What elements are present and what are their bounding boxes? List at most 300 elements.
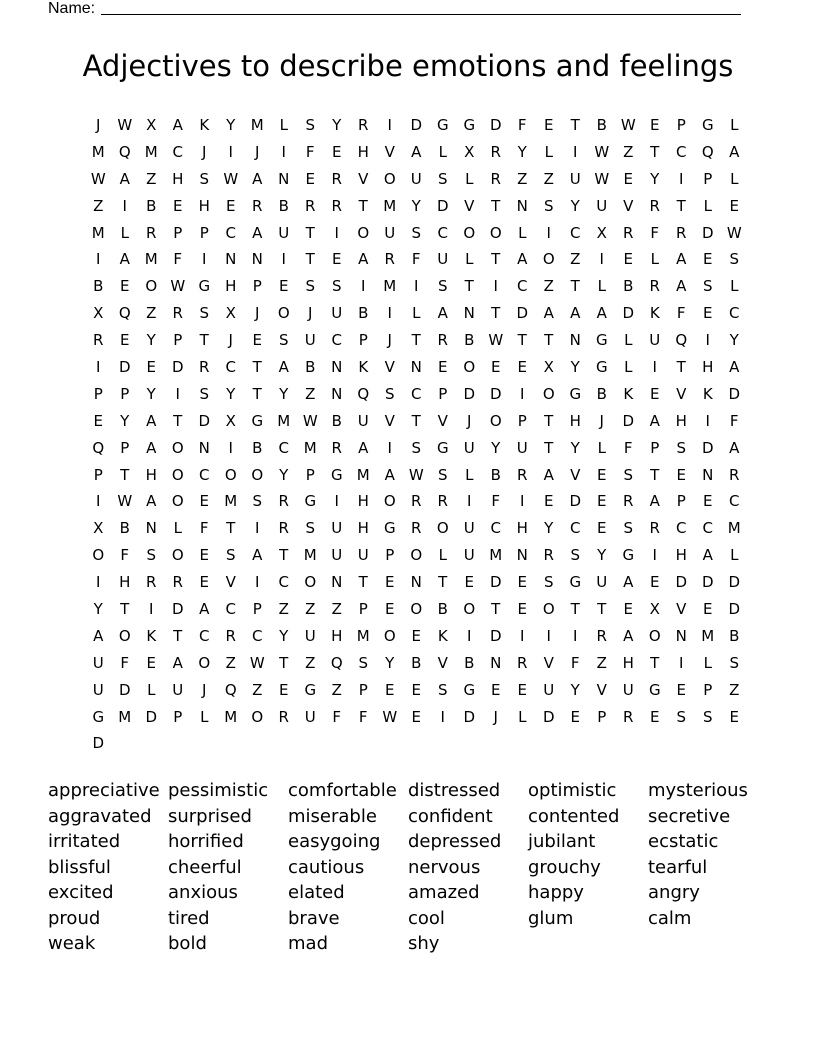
grid-letter: E bbox=[676, 465, 686, 484]
grid-letter: R bbox=[729, 465, 740, 484]
grid-letter: N bbox=[198, 438, 210, 457]
grid-letter: M bbox=[144, 142, 158, 161]
grid-letter: D bbox=[728, 600, 741, 619]
grid-letter: S bbox=[305, 277, 316, 296]
grid-letter: L bbox=[730, 169, 739, 188]
grid-letter: T bbox=[650, 653, 660, 672]
grid-letter: R bbox=[411, 519, 422, 538]
grid-letter: A bbox=[358, 438, 369, 457]
grid-letter: Q bbox=[118, 304, 131, 323]
grid-letter: O bbox=[410, 546, 423, 565]
grid-letter: S bbox=[623, 519, 634, 538]
grid-letter: Q bbox=[224, 680, 237, 699]
grid-letter: E bbox=[703, 492, 713, 511]
grid-letter: P bbox=[676, 492, 686, 511]
grid-letter: U bbox=[516, 438, 528, 457]
word-list-item: irritated bbox=[48, 831, 121, 852]
grid-letter: B bbox=[596, 384, 607, 403]
grid-letter: Q bbox=[92, 438, 105, 457]
grid-letter: B bbox=[305, 358, 316, 377]
grid-letter: A bbox=[411, 142, 422, 161]
grid-letter: I bbox=[599, 250, 604, 269]
grid-letter: B bbox=[411, 653, 422, 672]
grid-letter: A bbox=[649, 492, 660, 511]
grid-letter: D bbox=[622, 304, 635, 323]
grid-letter: E bbox=[623, 250, 633, 269]
grid-letter: V bbox=[464, 196, 475, 215]
grid-letter: M bbox=[383, 196, 397, 215]
grid-letter: I bbox=[652, 358, 657, 377]
grid-letter: N bbox=[278, 169, 290, 188]
grid-letter: X bbox=[93, 519, 104, 538]
word-list-item: aggravated bbox=[48, 805, 152, 827]
grid-letter: D bbox=[489, 626, 502, 645]
grid-letter: E bbox=[570, 707, 580, 726]
grid-letter: O bbox=[145, 277, 158, 296]
grid-letter: O bbox=[489, 411, 502, 430]
grid-letter: F bbox=[173, 250, 183, 269]
grid-letter: Y bbox=[226, 384, 236, 403]
grid-letter: R bbox=[93, 331, 104, 350]
grid-letter: Z bbox=[252, 680, 263, 699]
grid-letter: G bbox=[569, 384, 582, 403]
grid-letter: W bbox=[620, 116, 636, 134]
grid-letter: V bbox=[596, 680, 607, 699]
grid-letter: K bbox=[437, 626, 448, 645]
grid-letter: T bbox=[358, 573, 368, 592]
grid-letter: G bbox=[304, 492, 317, 511]
grid-letter: S bbox=[384, 384, 395, 403]
grid-letter: I bbox=[202, 250, 207, 269]
grid-letter: U bbox=[357, 546, 369, 565]
grid-letter: I bbox=[467, 492, 472, 511]
grid-letter: S bbox=[570, 546, 581, 565]
word-list-item: contented bbox=[528, 805, 620, 827]
grid-letter: T bbox=[305, 250, 315, 269]
grid-letter: R bbox=[384, 250, 395, 269]
grid-letter: C bbox=[437, 223, 448, 242]
grid-letter: T bbox=[358, 196, 368, 215]
grid-letter: D bbox=[463, 707, 476, 726]
grid-letter: L bbox=[173, 519, 182, 538]
grid-letter: T bbox=[226, 519, 236, 538]
grid-letter: R bbox=[649, 519, 660, 538]
word-list-item: calm bbox=[648, 907, 692, 929]
grid-letter: U bbox=[384, 223, 396, 242]
grid-letter: C bbox=[702, 519, 713, 538]
grid-letter: K bbox=[623, 384, 634, 403]
grid-letter: T bbox=[120, 465, 130, 484]
grid-letter: V bbox=[384, 142, 395, 161]
grid-letter: I bbox=[679, 653, 684, 672]
grid-letter: Z bbox=[517, 169, 528, 188]
grid-letter: H bbox=[198, 196, 210, 215]
grid-letter: I bbox=[520, 492, 525, 511]
grid-letter: C bbox=[199, 465, 210, 484]
grid-letter: T bbox=[570, 116, 580, 134]
grid-letter: S bbox=[437, 277, 448, 296]
grid-letter: N bbox=[331, 358, 343, 377]
grid-letter: W bbox=[223, 169, 239, 188]
grid-letter: S bbox=[729, 653, 740, 672]
grid-letter: U bbox=[331, 304, 343, 323]
word-list-item: easygoing bbox=[288, 831, 381, 852]
grid-letter: M bbox=[118, 707, 132, 726]
grid-letter: P bbox=[252, 277, 262, 296]
grid-letter: S bbox=[543, 573, 554, 592]
word-list bbox=[48, 778, 768, 957]
grid-letter: A bbox=[146, 438, 157, 457]
grid-letter: I bbox=[679, 169, 684, 188]
grid-letter: N bbox=[516, 196, 528, 215]
grid-letter: L bbox=[412, 304, 421, 323]
grid-letter: X bbox=[543, 358, 554, 377]
grid-letter: S bbox=[437, 465, 448, 484]
grid-letter: R bbox=[278, 519, 289, 538]
grid-letter: T bbox=[544, 411, 554, 430]
grid-letter: R bbox=[649, 277, 660, 296]
grid-letter: O bbox=[489, 223, 502, 242]
grid-letter: L bbox=[703, 653, 712, 672]
grid-letter: O bbox=[251, 465, 264, 484]
grid-letter: O bbox=[542, 384, 555, 403]
grid-letter: P bbox=[252, 600, 262, 619]
grid-letter: J bbox=[387, 331, 392, 350]
grid-letter: H bbox=[516, 519, 528, 538]
grid-letter: E bbox=[252, 331, 262, 350]
grid-letter: N bbox=[331, 384, 343, 403]
grid-letter: U bbox=[596, 573, 608, 592]
grid-letter: E bbox=[517, 600, 527, 619]
grid-letter: I bbox=[281, 142, 286, 161]
grid-letter: Q bbox=[330, 653, 343, 672]
grid-letter: Y bbox=[729, 331, 739, 350]
word-list-item: miserable bbox=[288, 805, 377, 827]
grid-letter: Y bbox=[411, 196, 421, 215]
grid-letter: T bbox=[491, 196, 501, 215]
grid-letter: B bbox=[464, 653, 475, 672]
grid-letter: U bbox=[649, 331, 661, 350]
grid-letter: O bbox=[436, 519, 449, 538]
grid-letter: C bbox=[172, 142, 183, 161]
grid-letter: K bbox=[649, 304, 660, 323]
word-list-item: confident bbox=[408, 805, 493, 827]
grid-letter: O bbox=[463, 358, 476, 377]
grid-letter: D bbox=[410, 116, 423, 134]
grid-letter: O bbox=[383, 626, 396, 645]
grid-letter: B bbox=[278, 196, 289, 215]
grid-letter: H bbox=[622, 653, 634, 672]
grid-letter: R bbox=[649, 196, 660, 215]
grid-letter: N bbox=[331, 573, 343, 592]
grid-letter: S bbox=[702, 707, 713, 726]
grid-letter: S bbox=[676, 438, 687, 457]
grid-letter: Y bbox=[279, 465, 289, 484]
grid-letter: F bbox=[570, 653, 580, 672]
grid-letter: A bbox=[649, 411, 660, 430]
grid-letter: E bbox=[279, 680, 289, 699]
grid-letter: D bbox=[569, 492, 582, 511]
grid-letter: B bbox=[464, 331, 475, 350]
grid-letter: D bbox=[728, 573, 741, 592]
grid-letter: O bbox=[251, 707, 264, 726]
grid-letter: L bbox=[650, 250, 659, 269]
grid-letter: E bbox=[676, 680, 686, 699]
grid-letter: V bbox=[384, 411, 395, 430]
grid-letter: W bbox=[90, 169, 106, 188]
grid-letter: E bbox=[332, 250, 342, 269]
grid-letter: H bbox=[569, 411, 581, 430]
grid-letter: E bbox=[279, 277, 289, 296]
grid-letter: I bbox=[175, 384, 180, 403]
grid-letter: F bbox=[305, 142, 315, 161]
grid-letter: S bbox=[623, 465, 634, 484]
grid-letter: E bbox=[146, 358, 156, 377]
grid-letter: E bbox=[597, 492, 607, 511]
grid-letter: H bbox=[675, 546, 687, 565]
grid-letter: E bbox=[729, 196, 739, 215]
grid-letter: M bbox=[356, 626, 370, 645]
grid-letter: V bbox=[543, 653, 554, 672]
grid-letter: O bbox=[542, 600, 555, 619]
grid-letter: E bbox=[332, 142, 342, 161]
grid-letter: U bbox=[278, 223, 290, 242]
grid-letter: B bbox=[93, 277, 104, 296]
grid-letter: B bbox=[331, 411, 342, 430]
grid-letter: A bbox=[676, 277, 687, 296]
grid-letter: N bbox=[410, 573, 422, 592]
grid-letter: F bbox=[517, 116, 527, 134]
grid-letter: I bbox=[255, 519, 260, 538]
word-list-item: angry bbox=[648, 882, 700, 903]
grid-letter: R bbox=[358, 116, 369, 134]
grid-letter: X bbox=[93, 304, 104, 323]
word-list-item: amazed bbox=[408, 882, 480, 903]
grid-letter: B bbox=[358, 304, 369, 323]
grid-letter: D bbox=[622, 411, 635, 430]
grid-letter: E bbox=[517, 573, 527, 592]
grid-letter: F bbox=[120, 546, 130, 565]
grid-letter: J bbox=[493, 707, 498, 726]
grid-letter: I bbox=[387, 116, 392, 134]
grid-letter: O bbox=[171, 465, 184, 484]
grid-letter: O bbox=[198, 653, 211, 672]
grid-letter: M bbox=[701, 626, 715, 645]
page-title: Adjectives to describe emotions and feelings bbox=[82, 49, 734, 83]
grid-letter: F bbox=[676, 304, 686, 323]
grid-letter: T bbox=[279, 653, 289, 672]
grid-letter: M bbox=[91, 142, 105, 161]
grid-letter: V bbox=[623, 196, 634, 215]
grid-letter: E bbox=[729, 707, 739, 726]
grid-letter: G bbox=[330, 465, 343, 484]
grid-letter: I bbox=[520, 626, 525, 645]
grid-letter: T bbox=[570, 600, 580, 619]
grid-letter: V bbox=[570, 465, 581, 484]
grid-letter: A bbox=[119, 250, 130, 269]
grid-letter: E bbox=[305, 169, 315, 188]
grid-letter: D bbox=[145, 707, 158, 726]
grid-letter: Y bbox=[650, 169, 660, 188]
grid-letter: C bbox=[729, 492, 740, 511]
grid-letter: O bbox=[171, 546, 184, 565]
grid-letter: X bbox=[464, 142, 475, 161]
grid-letter: L bbox=[518, 223, 527, 242]
grid-letter: C bbox=[490, 519, 501, 538]
grid-letter: Y bbox=[279, 384, 289, 403]
grid-letter: Z bbox=[570, 250, 581, 269]
grid-letter: D bbox=[436, 196, 449, 215]
word-list-item: mad bbox=[288, 933, 328, 954]
grid-letter: P bbox=[650, 438, 660, 457]
grid-letter: Y bbox=[570, 438, 580, 457]
grid-letter: I bbox=[149, 600, 154, 619]
grid-letter: Y bbox=[570, 358, 580, 377]
grid-letter: J bbox=[599, 411, 604, 430]
grid-letter: J bbox=[255, 142, 260, 161]
grid-letter: Z bbox=[729, 680, 740, 699]
grid-letter: I bbox=[334, 223, 339, 242]
grid-letter: E bbox=[146, 653, 156, 672]
grid-letter: H bbox=[119, 573, 131, 592]
grid-letter: X bbox=[225, 304, 236, 323]
grid-letter: F bbox=[650, 223, 660, 242]
grid-letter: Q bbox=[118, 142, 131, 161]
grid-letter: S bbox=[199, 384, 210, 403]
word-list-item: comfortable bbox=[288, 780, 397, 801]
grid-letter: E bbox=[438, 358, 448, 377]
grid-letter: I bbox=[705, 411, 710, 430]
grid-letter: D bbox=[516, 304, 529, 323]
grid-letter: E bbox=[650, 384, 660, 403]
grid-letter: O bbox=[171, 492, 184, 511]
word-list-item: tired bbox=[168, 907, 210, 929]
grid-letter: N bbox=[569, 331, 581, 350]
grid-letter: Z bbox=[543, 277, 554, 296]
word-list-item: grouchy bbox=[528, 856, 601, 878]
word-list-item: nervous bbox=[408, 856, 481, 878]
word-list-item: excited bbox=[48, 882, 114, 903]
grid-letter: A bbox=[384, 465, 395, 484]
word-list-item: happy bbox=[528, 882, 584, 903]
grid-letter: S bbox=[252, 492, 263, 511]
grid-letter: Y bbox=[146, 384, 156, 403]
grid-letter: E bbox=[411, 680, 421, 699]
grid-letter: L bbox=[279, 116, 288, 134]
grid-letter: D bbox=[198, 411, 211, 430]
grid-letter: Y bbox=[517, 142, 527, 161]
grid-letter: Z bbox=[146, 304, 157, 323]
grid-letter: H bbox=[357, 519, 369, 538]
grid-letter: S bbox=[278, 331, 289, 350]
word-list-item: elated bbox=[288, 882, 345, 903]
grid-letter: Z bbox=[331, 680, 342, 699]
grid-letter: I bbox=[414, 277, 419, 296]
grid-letter: U bbox=[304, 626, 316, 645]
grid-letter: W bbox=[117, 116, 133, 134]
grid-letter: V bbox=[384, 358, 395, 377]
grid-letter: A bbox=[623, 573, 634, 592]
grid-letter: V bbox=[676, 384, 687, 403]
grid-letter: N bbox=[702, 465, 714, 484]
grid-letter: T bbox=[676, 196, 686, 215]
grid-letter: L bbox=[465, 465, 474, 484]
grid-letter: M bbox=[144, 250, 158, 269]
grid-letter: P bbox=[597, 707, 607, 726]
word-list-item: optimistic bbox=[528, 780, 617, 801]
grid-letter: D bbox=[118, 680, 131, 699]
grid-letter: D bbox=[701, 438, 714, 457]
grid-letter: L bbox=[544, 142, 553, 161]
grid-letter: M bbox=[727, 519, 741, 538]
grid-letter: P bbox=[120, 438, 130, 457]
grid-letter: E bbox=[385, 573, 395, 592]
grid-letter: L bbox=[703, 196, 712, 215]
word-list-item: pessimistic bbox=[168, 780, 269, 801]
grid-letter: Y bbox=[570, 680, 580, 699]
grid-letter: E bbox=[120, 331, 130, 350]
grid-letter: T bbox=[597, 600, 607, 619]
grid-letter: V bbox=[676, 600, 687, 619]
grid-letter: B bbox=[596, 116, 607, 134]
grid-letter: I bbox=[546, 626, 551, 645]
grid-letter: U bbox=[596, 196, 608, 215]
grid-letter: U bbox=[463, 438, 475, 457]
grid-letter: H bbox=[225, 277, 237, 296]
grid-letter: B bbox=[119, 519, 130, 538]
grid-letter: H bbox=[331, 626, 343, 645]
grid-letter: O bbox=[357, 223, 370, 242]
grid-letter: C bbox=[252, 626, 263, 645]
grid-letter: I bbox=[573, 626, 578, 645]
grid-letter: R bbox=[676, 223, 687, 242]
grid-letter: B bbox=[490, 465, 501, 484]
grid-letter: U bbox=[437, 250, 449, 269]
grid-letter: Y bbox=[597, 546, 607, 565]
grid-letter: R bbox=[331, 196, 342, 215]
grid-letter: Z bbox=[93, 196, 104, 215]
word-list-item: proud bbox=[48, 907, 101, 929]
grid-letter: N bbox=[463, 304, 475, 323]
grid-letter: S bbox=[437, 680, 448, 699]
grid-letter: G bbox=[92, 707, 105, 726]
grid-letter: H bbox=[357, 492, 369, 511]
grid-letter: R bbox=[517, 465, 528, 484]
grid-letter: S bbox=[702, 277, 713, 296]
grid-letter: P bbox=[676, 116, 686, 134]
grid-letter: S bbox=[305, 116, 316, 134]
grid-letter: Z bbox=[305, 653, 316, 672]
grid-letter: C bbox=[676, 142, 687, 161]
grid-letter: A bbox=[437, 304, 448, 323]
word-list-item: distressed bbox=[408, 780, 501, 801]
grid-letter: P bbox=[173, 223, 183, 242]
grid-letter: E bbox=[544, 116, 554, 134]
grid-letter: B bbox=[146, 196, 157, 215]
grid-letter: R bbox=[623, 223, 634, 242]
grid-letter: T bbox=[411, 411, 421, 430]
grid-letter: S bbox=[305, 519, 316, 538]
grid-letter: Z bbox=[623, 142, 634, 161]
grid-letter: M bbox=[356, 465, 370, 484]
grid-letter: O bbox=[224, 465, 237, 484]
grid-letter: I bbox=[334, 492, 339, 511]
grid-letter: F bbox=[120, 653, 130, 672]
grid-letter: C bbox=[331, 331, 342, 350]
grid-letter: R bbox=[623, 707, 634, 726]
grid-letter: S bbox=[199, 169, 210, 188]
grid-letter: E bbox=[385, 600, 395, 619]
